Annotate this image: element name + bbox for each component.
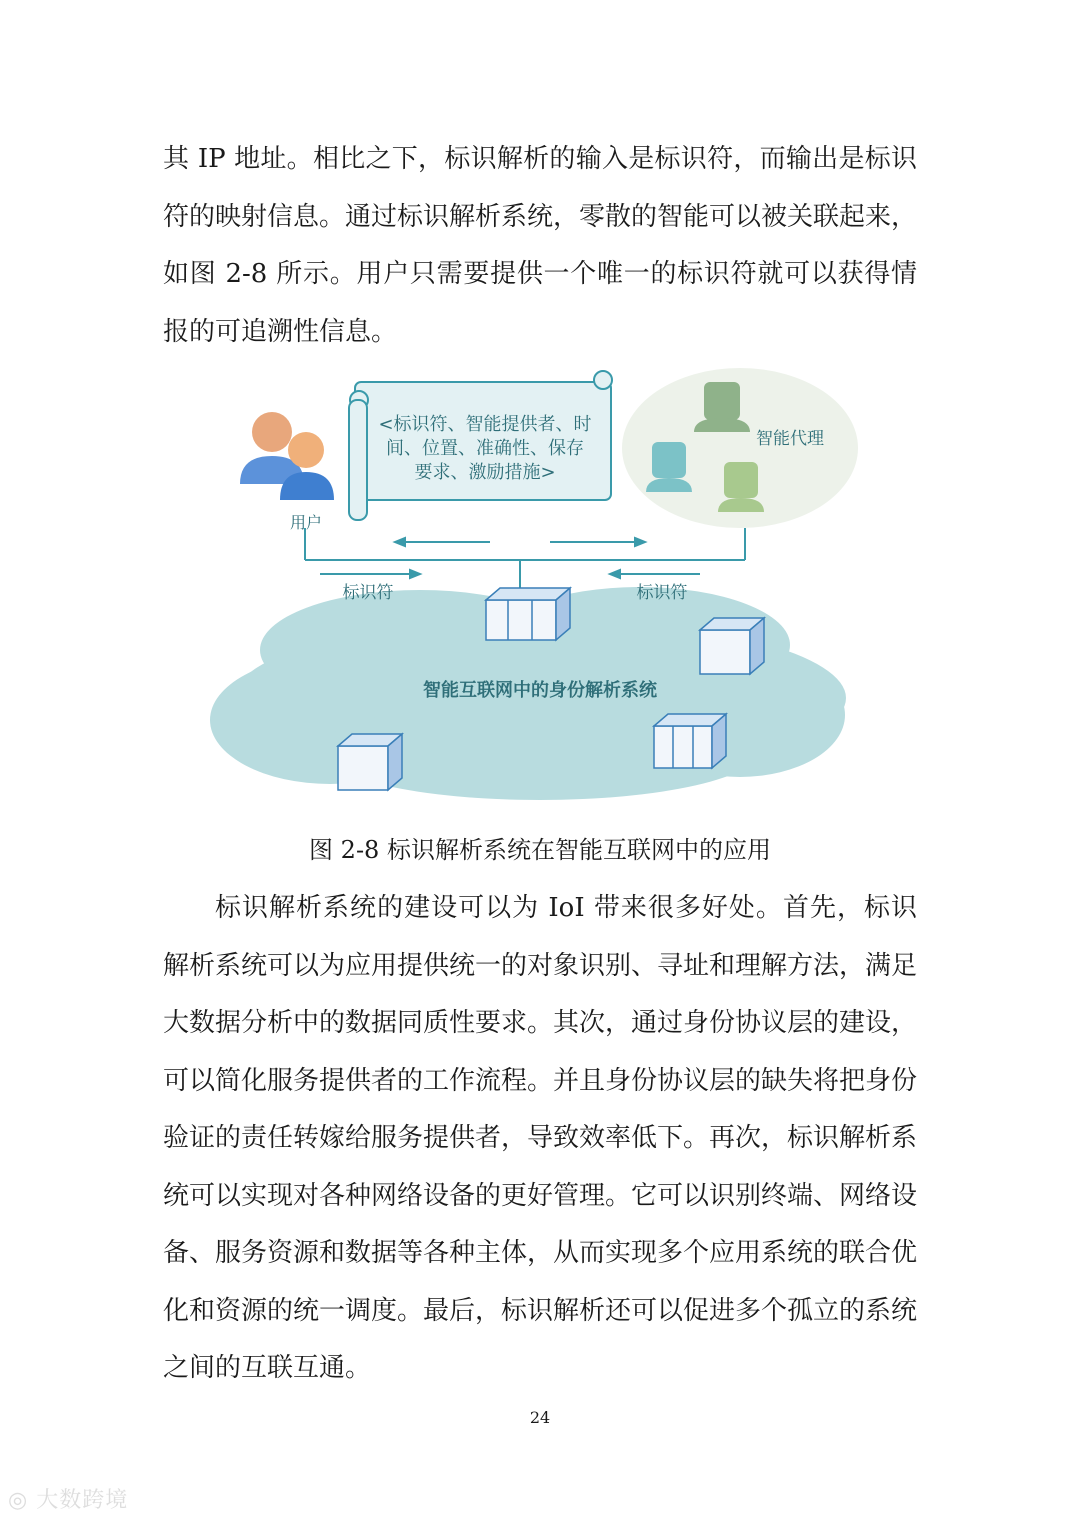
identifier-label-right: 标识符 — [636, 583, 688, 603]
server-icon-bottom-right — [654, 714, 726, 768]
arrow-right-bottom — [320, 570, 420, 578]
agent-icon-3 — [718, 462, 764, 512]
identity-resolution-diagram — [0, 360, 1080, 820]
cloud-label: 智能互联网中的身份解析系统 — [423, 680, 657, 701]
arrow-left-bottom — [610, 570, 700, 578]
page-number: 24 — [529, 1408, 551, 1427]
server-icon-top — [486, 588, 570, 640]
body-paragraph-2: 标识解析系统的建设可以为 IoI 带来很多好处。首先，标识解析系统可以为应用提供统一的对象识别、寻址和理解方法，满足大数据分析中的数据同质性要求。其次，通过身份协议层的建设，可以简化服务提供者的工作流程。并且身份协议层的缺失将把身份验证的责任转嫁给服务提供者，导致效率低下。再次，标识解析系统可以实现对各种网络设备的更好管理。它可以识别终端、网络设备、服务资源和数据等各种主体，从而实现多个应用系统的联合优化和资源的统一调度。最后，标识解析还可以促进多个孤立的系统之间的互联互通。 — [163, 893, 918, 1383]
identifier-label-left: 标识符 — [342, 583, 394, 603]
agent-icon-2 — [646, 442, 692, 492]
server-icon-bottom-left — [338, 734, 402, 790]
server-icon-right — [700, 618, 764, 674]
watermark-text: 大数跨境 — [36, 1488, 129, 1513]
user-icon — [240, 412, 334, 500]
scroll-text-line3: 要求、激励措施> — [414, 462, 556, 483]
watermark-logo — [8, 1483, 128, 1514]
arrow-right-top — [550, 538, 645, 546]
arrow-left-top — [395, 538, 490, 546]
user-label: 用户 — [289, 513, 323, 532]
figure-2-8 — [0, 360, 1080, 820]
body-paragraph-1: 其 IP 地址。相比之下，标识解析的输入是标识符，而输出是标识符的映射信息。通过标识解析系统，零散的智能可以被关联起来，如图 2-8 所示。用户只需要提供一个唯一的标识符就可以获得情报的可追溯性信息。 — [163, 144, 918, 347]
scroll-text-line2: 间、位置、准确性、保存 — [386, 438, 584, 459]
agents-label: 智能代理 — [756, 429, 824, 449]
figure-caption: 图 2-8 标识解析系统在智能互联网中的应用 — [309, 836, 771, 864]
weibo-icon: ◎ — [8, 1488, 29, 1513]
scroll-text-line1: <标识符、智能提供者、时 — [378, 414, 592, 435]
